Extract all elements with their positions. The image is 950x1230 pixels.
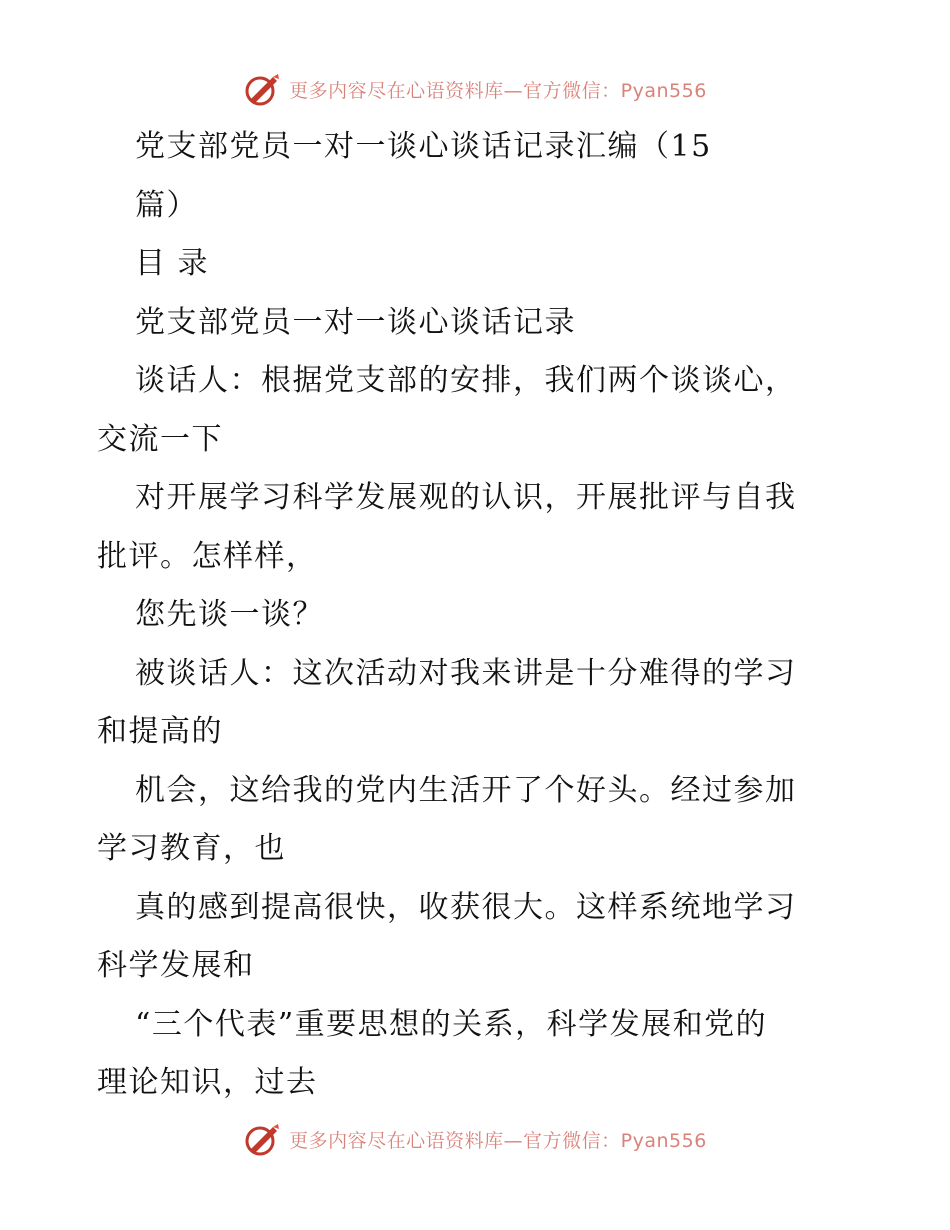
watermark-text: 更多内容尽在心语资料库—官方微信：Pyan556 — [289, 1129, 707, 1152]
pen-logo-icon — [243, 72, 281, 106]
pen-logo-icon — [243, 1122, 281, 1156]
doc-title-line-1: 党支部党员一对一谈心谈话记录汇编（15 — [135, 129, 712, 164]
paragraph-line: 批评。怎样样， — [97, 538, 318, 574]
paragraph-line: 谈话人：根据党支部的安排，我们两个谈谈心， — [135, 363, 797, 398]
footer-watermark — [0, 1122, 950, 1156]
paragraph-line: 机会，这给我的党内生活开了个好头。经过参加 — [135, 772, 797, 808]
toc-heading: 目 录 — [135, 246, 210, 281]
document-body — [97, 118, 857, 1113]
paragraph-line: 理论知识，过去 — [97, 1065, 318, 1100]
paragraph-line: “三个代表”重要思想的关系，科学发展和党的 — [135, 1006, 768, 1042]
paragraph-line: 学习教育，也 — [97, 831, 286, 866]
section-heading: 党支部党员一对一谈心谈话记录 — [135, 304, 576, 340]
paragraph-line: 科学发展和 — [97, 948, 255, 983]
header-watermark — [0, 72, 950, 106]
paragraph-line: 被谈话人：这次活动对我来讲是十分难得的学习 — [135, 655, 797, 691]
doc-title-line-2: 篇） — [135, 187, 198, 223]
paragraph-line: 真的感到提高很快，收获很大。这样系统地学习 — [135, 889, 797, 925]
paragraph-line: 交流一下 — [97, 421, 223, 457]
paragraph-line: 对开展学习科学发展观的认识，开展批评与自我 — [135, 480, 797, 515]
paragraph-line: 和提高的 — [97, 714, 223, 749]
watermark-text: 更多内容尽在心语资料库—官方微信：Pyan556 — [289, 79, 707, 102]
paragraph-line: 您先谈一谈？ — [135, 597, 324, 632]
